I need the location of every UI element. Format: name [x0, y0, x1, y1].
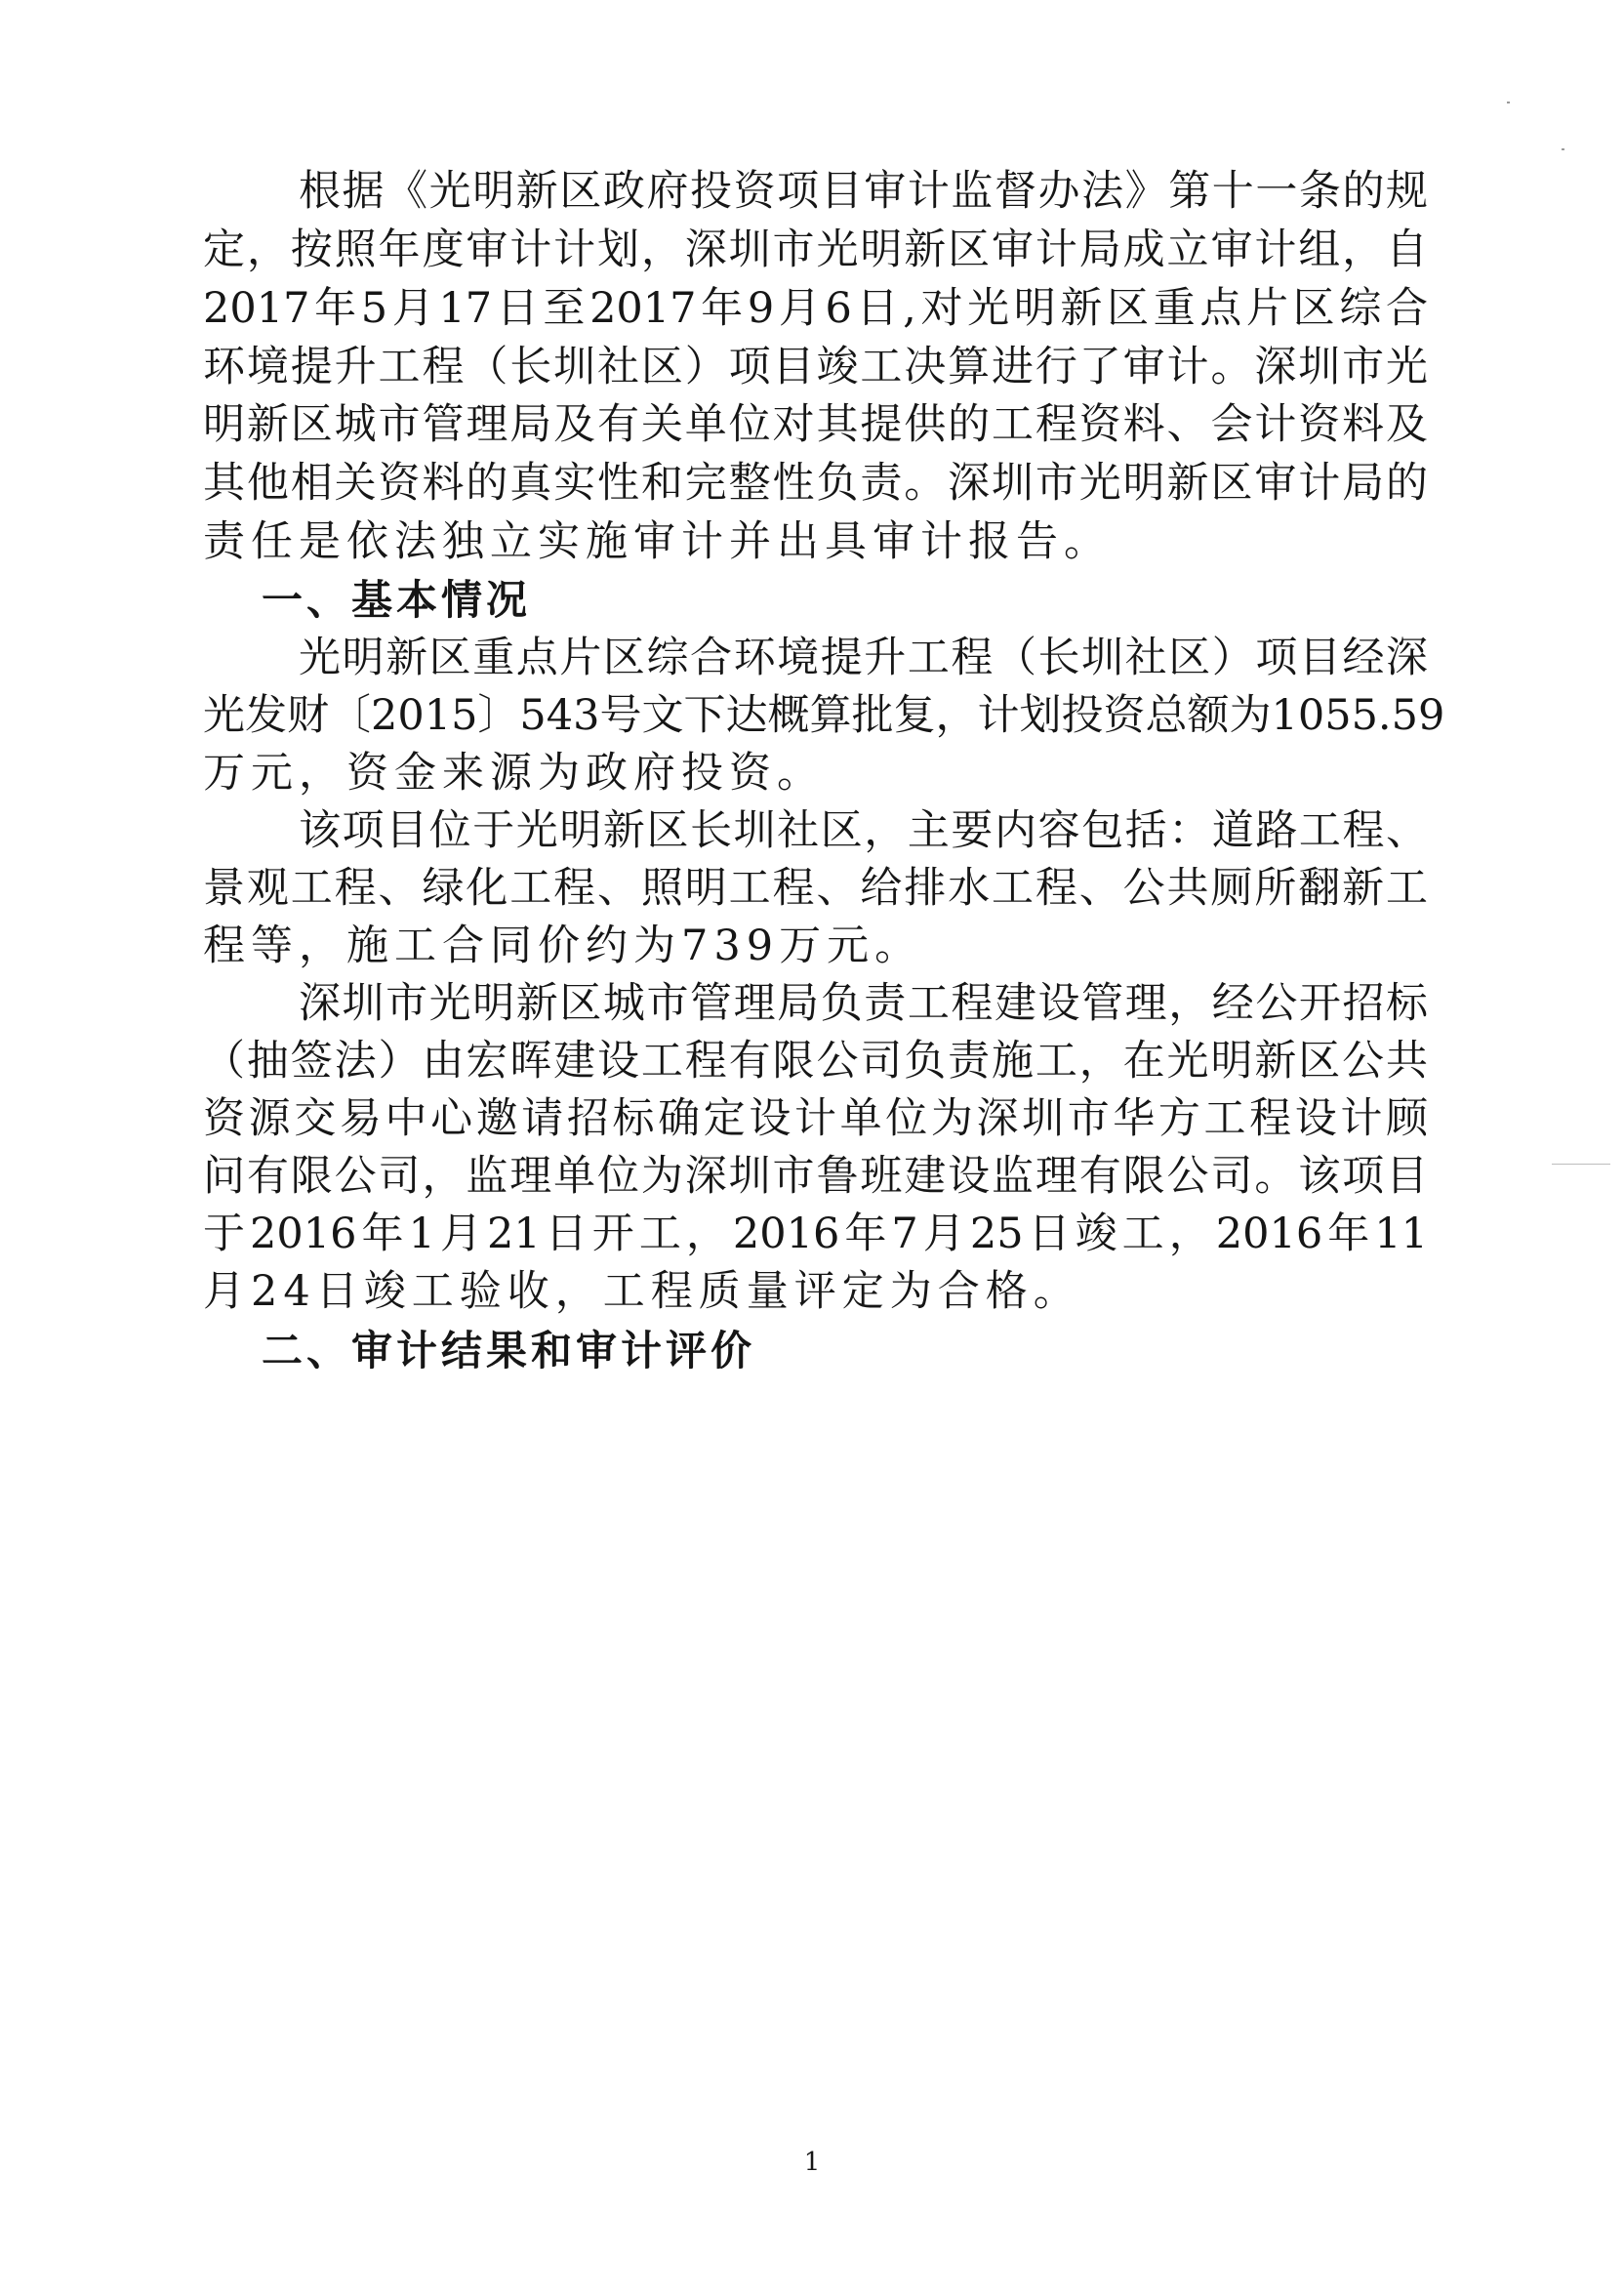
- paragraph-1-line-3: 2017年5月17日至2017年9月6日,对光明新区重点片区综合: [203, 284, 1428, 333]
- scan-speck: [1507, 102, 1510, 103]
- paragraph-1-line-5: 明新区城市管理局及有关单位对其提供的工程资料、会计资料及: [203, 400, 1428, 449]
- paragraph-3-line-2: 景观工程、绿化工程、照明工程、给排水工程、公共厕所翻新工: [203, 864, 1428, 913]
- paragraph-4-line-5: 于2016年1月21日开工，2016年7月25日竣工，2016年11: [203, 1210, 1428, 1258]
- paragraph-1-line-7: 责任是依法独立实施审计并出具审计报告。: [203, 517, 1112, 566]
- paragraph-3-line-3: 程等，施工合同价约为739万元。: [203, 922, 923, 970]
- scan-speck: [1562, 148, 1564, 150]
- paragraph-2-line-1: 光明新区重点片区综合环境提升工程（长圳社区）项目经深: [299, 634, 1428, 682]
- paragraph-4-line-4: 问有限公司，监理单位为深圳市鲁班建设监理有限公司。该项目: [203, 1152, 1428, 1201]
- scan-artifact-line: [1552, 1164, 1610, 1165]
- page-number: 1: [803, 2148, 821, 2177]
- paragraph-1-line-2: 定，按照年度审计计划，深圳市光明新区审计局成立审计组，自: [203, 226, 1428, 274]
- paragraph-2-line-2: 光发财〔2015〕543号文下达概算批复，计划投资总额为1055.59: [203, 691, 1445, 740]
- paragraph-1-line-6: 其他相关资料的真实性和完整性负责。深圳市光明新区审计局的: [203, 459, 1428, 508]
- paragraph-1-line-4: 环境提升工程（长圳社区）项目竣工决算进行了审计。深圳市光: [203, 343, 1428, 391]
- paragraph-3-line-1: 该项目位于光明新区长圳社区，主要内容包括：道路工程、: [299, 806, 1428, 855]
- paragraph-2-line-3: 万元，资金来源为政府投资。: [203, 749, 825, 798]
- paragraph-4-line-3: 资源交易中心邀请招标确定设计单位为深圳市华方工程设计顾: [203, 1094, 1428, 1143]
- section-heading-audit-results: 二、审计结果和审计评价: [262, 1327, 756, 1374]
- section-heading-basic-info: 一、基本情况: [262, 576, 532, 624]
- paragraph-4-line-6: 月24日竣工验收，工程质量评定为合格。: [203, 1267, 1081, 1316]
- paragraph-1-line-1: 根据《光明新区政府投资项目审计监督办法》第十一条的规: [299, 167, 1428, 216]
- paragraph-4-line-2: （抽签法）由宏晖建设工程有限公司负责施工，在光明新区公共: [203, 1037, 1428, 1086]
- paragraph-4-line-1: 深圳市光明新区城市管理局负责工程建设管理，经公开招标: [299, 979, 1428, 1028]
